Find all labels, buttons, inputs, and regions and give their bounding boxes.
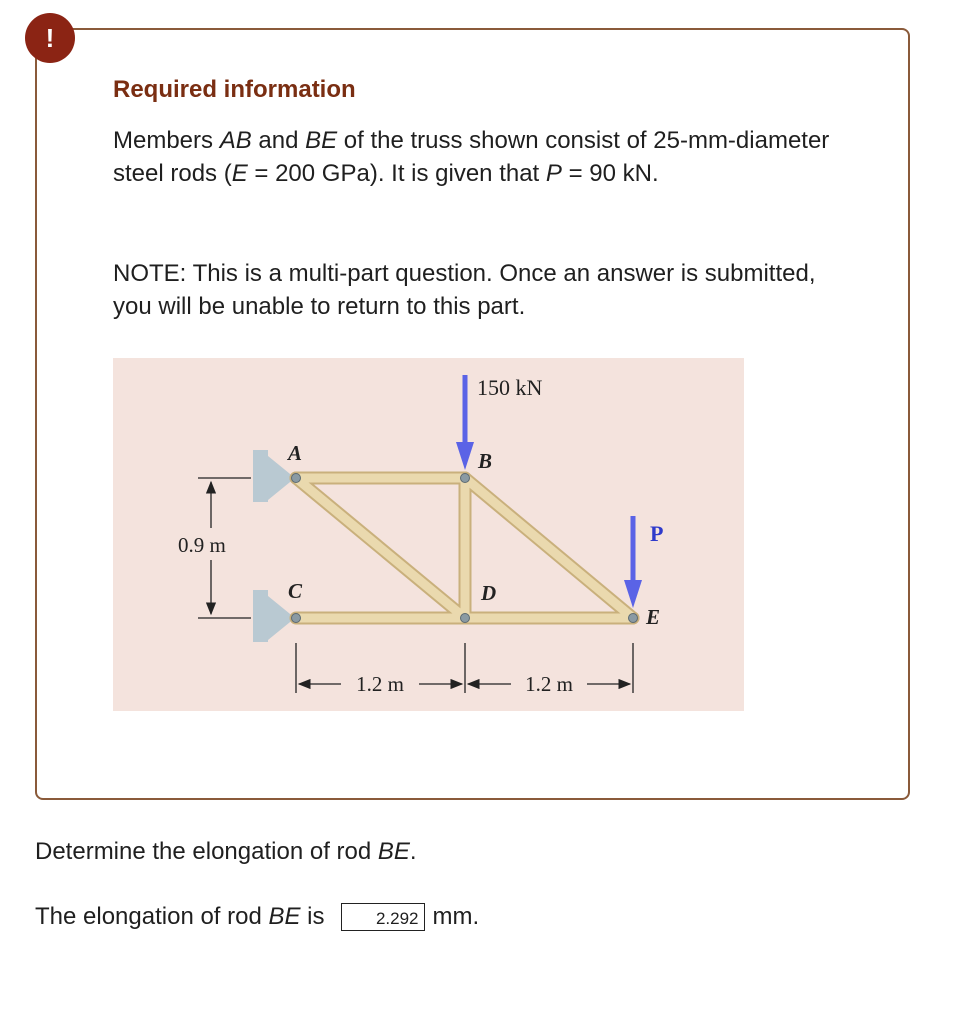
node-label-d: D xyxy=(481,581,497,605)
height-label: 0.9 m xyxy=(178,533,226,557)
span-left-label: 1.2 m xyxy=(356,672,404,696)
alert-icon: ! xyxy=(25,13,75,63)
pin-d xyxy=(461,614,470,623)
elongation-answer-input[interactable] xyxy=(341,903,425,931)
answer-line xyxy=(35,903,479,931)
load-arrow-icon xyxy=(456,375,474,470)
problem-statement: Members AB and BE of the truss shown consist of 25-mm-diameter steel rods (E = 200 GPa). It is given that P = 90 kN. xyxy=(113,127,830,187)
pin-e xyxy=(629,614,638,623)
answer-prefix: The elongation of rod BE is xyxy=(35,903,325,930)
truss-diagram xyxy=(113,358,744,711)
info-title: Required information xyxy=(113,76,356,103)
answer-unit: mm. xyxy=(432,903,480,930)
pin-a xyxy=(292,474,301,483)
node-label-a: A xyxy=(288,441,303,465)
p-label: P xyxy=(650,521,664,546)
span-dimension xyxy=(296,643,633,693)
node-label-e: E xyxy=(646,605,661,629)
span-right-label: 1.2 m xyxy=(525,672,573,696)
multipart-note: NOTE: This is a multi-part question. Once an answer is submitted, you will be unable to return to this part. xyxy=(113,260,816,320)
load-label: 150 kN xyxy=(477,375,543,400)
node-label-b: B xyxy=(478,449,493,473)
pin-b xyxy=(461,474,470,483)
node-label-c: C xyxy=(288,579,303,603)
member-ad xyxy=(296,478,465,618)
p-arrow-icon xyxy=(624,516,642,608)
truss-figure xyxy=(113,358,744,711)
question-text: Determine the elongation of rod BE. xyxy=(35,838,417,865)
pin-c xyxy=(292,614,301,623)
